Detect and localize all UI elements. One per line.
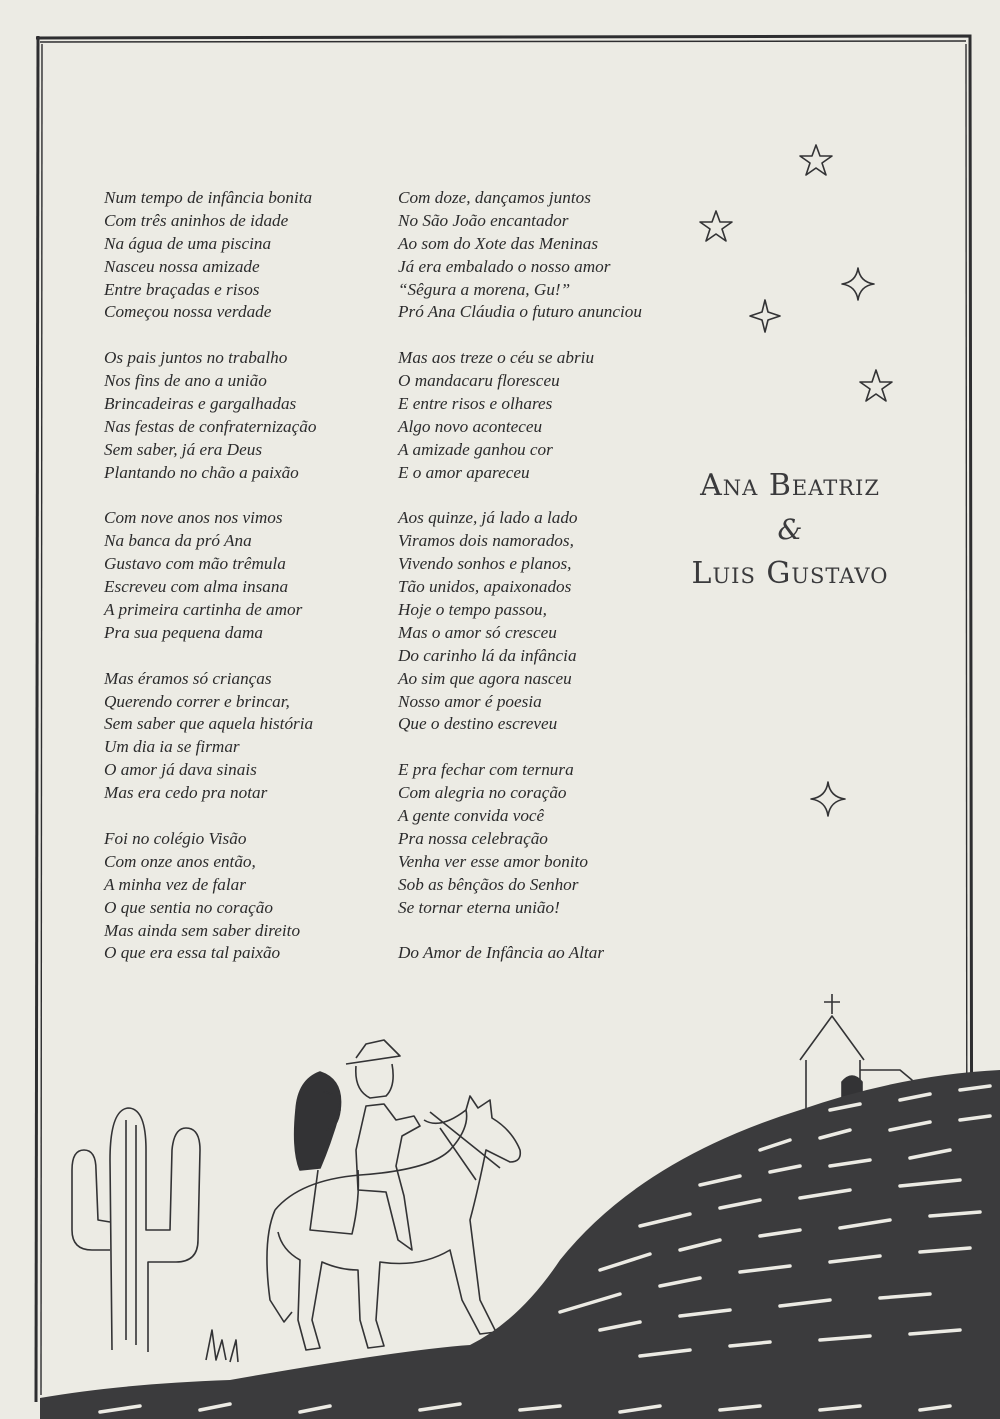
poem-line: Com alegria no coração — [398, 783, 567, 803]
poem-line: Tão unidos, apaixonados — [398, 577, 572, 597]
poem-line: Com onze anos então, — [104, 851, 256, 871]
poem-line: A gente convida você — [398, 806, 545, 826]
poem-line: O que era essa tal paixão — [104, 943, 281, 963]
poem-line: Sem saber, já era Deus — [104, 439, 263, 459]
stanza-gap — [398, 920, 642, 943]
ampersand: & — [777, 513, 803, 546]
poem-line: Com nove anos nos vimos — [104, 508, 283, 528]
poem-line: Do Amor de Infância ao Altar — [398, 943, 605, 963]
poem-line: Mas era cedo pra notar — [104, 783, 268, 803]
poem-line: Sem saber que aquela história — [104, 714, 314, 734]
poem-line: Que o destino escreveu — [398, 714, 558, 734]
stanza-gap — [104, 645, 316, 668]
poem-line: Pra sua pequena dama — [104, 622, 263, 642]
poem-line: Foi no colégio Visão — [104, 828, 247, 848]
stanza-gap — [104, 485, 316, 508]
poem-line: Um dia ia se firmar — [104, 737, 240, 757]
stanza-gap — [398, 324, 642, 347]
poem-line: Nasceu nossa amizade — [104, 256, 260, 276]
poem-line: Algo novo aconteceu — [398, 416, 543, 436]
poem-line: Nos fins de ano a união — [104, 371, 267, 391]
poem-line: Vivendo sonhos e planos, — [398, 554, 572, 574]
poem-line: Gustavo com mão trêmula — [104, 554, 286, 574]
name-luis-gustavo: Luis Gustavo — [691, 556, 889, 591]
poem-line: Mas o amor só cresceu — [398, 622, 557, 642]
poem-line: Com três aninhos de idade — [104, 210, 289, 230]
poem-line: Sob as bênçãos do Senhor — [398, 874, 579, 894]
stanza-gap — [398, 485, 642, 508]
poem-line: Ao som do Xote das Meninas — [398, 233, 599, 253]
poem-line: Hoje o tempo passou, — [398, 600, 547, 620]
stanza-gap — [104, 324, 316, 347]
poem-line: A primeira cartinha de amor — [104, 600, 303, 620]
poem-left-column — [104, 187, 316, 965]
poem-line: Num tempo de infância bonita — [104, 188, 313, 207]
poem-line: Querendo correr e brincar, — [104, 691, 290, 711]
poem-line: Aos quinze, já lado a lado — [398, 508, 578, 528]
poem-line: O amor já dava sinais — [104, 760, 257, 780]
poem-line: Plantando no chão a paixão — [104, 462, 299, 482]
stanza-gap — [398, 736, 642, 759]
poem-line: Já era embalado o nosso amor — [398, 256, 611, 276]
poem-line: A amizade ganhou cor — [398, 439, 553, 459]
poem-line: “Sêgura a morena, Gu!” — [398, 279, 571, 299]
poem-line: Começou nossa verdade — [104, 302, 272, 322]
poem-line: Os pais juntos no trabalho — [104, 348, 288, 368]
poem-right-column — [398, 187, 642, 965]
poem-line: Mas éramos só crianças — [104, 668, 272, 688]
poem-line: Do carinho lá da infância — [398, 645, 577, 665]
poem-line: Com doze, dançamos juntos — [398, 188, 591, 207]
poem-line: No São João encantador — [398, 210, 569, 230]
poem-line: Mas aos treze o céu se abriu — [398, 348, 595, 368]
poem-line: O mandacaru floresceu — [398, 371, 560, 391]
poem-line: Na banca da pró Ana — [104, 531, 252, 551]
poem-line: Brincadeiras e gargalhadas — [104, 394, 297, 414]
poem-line: Mas ainda sem saber direito — [104, 920, 301, 940]
stanza-gap — [104, 805, 316, 828]
poem-line: Pró Ana Cláudia o futuro anunciou — [398, 302, 642, 322]
poem-line: E entre risos e olhares — [398, 394, 553, 414]
poem-line: E o amor apareceu — [398, 462, 530, 482]
poem-line: Entre braçadas e risos — [104, 279, 260, 299]
poem-line: Escreveu com alma insana — [104, 577, 289, 597]
poem-line: Nas festas de confraternização — [104, 416, 317, 436]
poem-line: O que sentia no coração — [104, 897, 273, 917]
poem-line: Viramos dois namorados, — [398, 531, 574, 551]
poem-line: E pra fechar com ternura — [398, 760, 574, 780]
couple-names — [660, 462, 920, 598]
poem-line: Venha ver esse amor bonito — [398, 851, 588, 871]
poem-line: Ao sim que agora nasceu — [398, 668, 572, 688]
name-ana-beatriz: Ana Beatriz — [700, 468, 880, 503]
poem-line: A minha vez de falar — [104, 874, 246, 894]
poem-line: Se tornar eterna união! — [398, 897, 560, 917]
poem-line: Pra nossa celebração — [398, 828, 548, 848]
poem-line: Nosso amor é poesia — [398, 691, 542, 711]
poem-line: Na água de uma piscina — [104, 233, 272, 253]
